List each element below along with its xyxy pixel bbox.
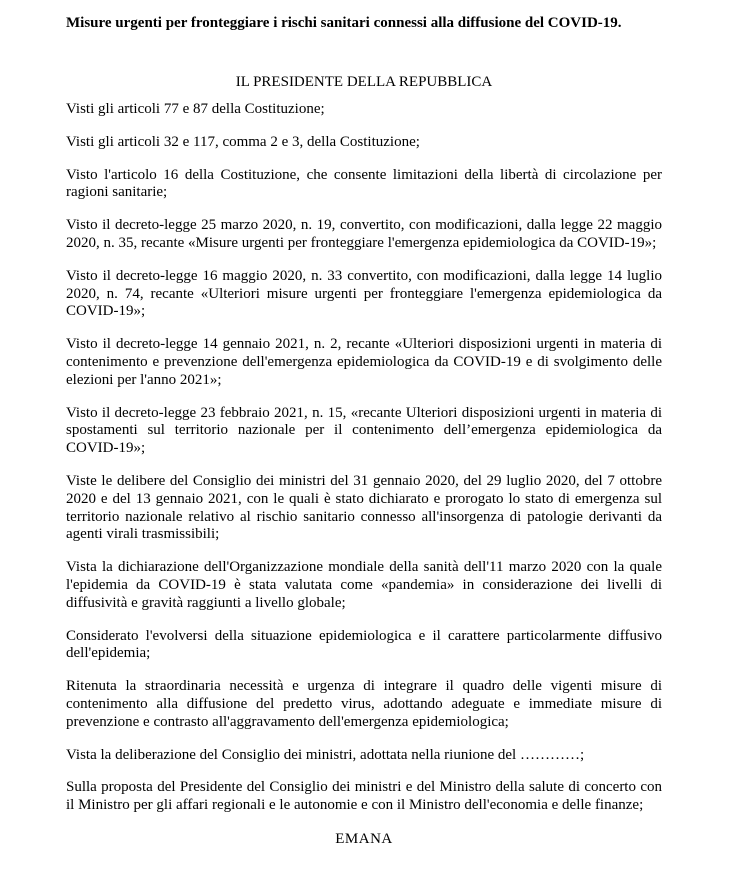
preamble-paragraph: Visto il decreto-legge 16 maggio 2020, n. 33 convertito, con modificazioni, dalla legge 14 luglio 2020, n. 74, recante «Ulteriori misure urgenti per fronteggiare l'emergenza epidemiologica da COVID-19»; — [66, 267, 662, 320]
preamble-paragraph: Considerato l'evolversi della situazione epidemiologica e il carattere particolarmente diffusivo dell'epidemia; — [66, 627, 662, 662]
preamble-paragraph: Visti gli articoli 32 e 117, comma 2 e 3, della Costituzione; — [66, 133, 420, 150]
preamble-paragraph: Sulla proposta del Presidente del Consiglio dei ministri e del Ministro della salute di concerto con il Ministro per gli affari regionali e le autonomie e con il Ministro dell'economia e delle finanze; — [66, 779, 662, 814]
preamble-paragraph: Visto il decreto-legge 23 febbraio 2021, n. 15, «recante Ulteriori disposizioni urgenti in materia di spostamenti sul territorio nazionale per il contenimento dell’emergenza epidemiologica da COVID-19»; — [66, 404, 662, 457]
preamble-paragraph: Vista la deliberazione del Consiglio dei ministri, adottata nella riunione del …………; — [66, 746, 585, 763]
enacting-formula: EMANA — [335, 830, 393, 847]
preamble-paragraph: Ritenuta la straordinaria necessità e urgenza di integrare il quadro delle vigenti misure di contenimento alla diffusione del predetto virus, adottando adeguate e immediate misure di prevenzione e contrasto all'aggravamento dell'emergenza epidemiologica; — [66, 678, 662, 730]
preamble — [66, 101, 662, 815]
document-page — [66, 14, 662, 848]
issuing-authority: IL PRESIDENTE DELLA REPUBBLICA — [235, 74, 493, 90]
preamble-paragraph: Viste le delibere del Consiglio dei ministri del 31 gennaio 2020, del 29 luglio 2020, del 7 ottobre 2020 e del 13 gennaio 2021, con le quali è stato dichiarato e prorogato lo stato di emergenza sul territorio nazionale relativo al rischio sanitario connesso all'insorgenza di patologie derivanti da agenti virali trasmissibili; — [66, 472, 662, 543]
preamble-paragraph: Visto il decreto-legge 14 gennaio 2021, n. 2, recante «Ulteriori disposizioni urgenti in materia di contenimento e prevenzione dell'emergenza epidemiologica da COVID-19 e di svolgimento delle elezioni per l'anno 2021»; — [66, 336, 662, 388]
preamble-paragraph: Visto il decreto-legge 25 marzo 2020, n. 19, convertito, con modificazioni, dalla legge 22 maggio 2020, n. 35, recante «Misure urgenti per fronteggiare l'emergenza epidemiologica da COVID-19»; — [66, 217, 662, 251]
preamble-paragraph: Visti gli articoli 77 e 87 della Costituzione; — [66, 101, 325, 117]
preamble-paragraph: Visto l'articolo 16 della Costituzione, che consente limitazioni della libertà di circolazione per ragioni sanitarie; — [66, 166, 662, 201]
preamble-paragraph: Vista la dichiarazione dell'Organizzazione mondiale della sanità dell'11 marzo 2020 con la quale l'epidemia da COVID-19 è stata valutata come «pandemia» in considerazione dei livelli di diffusività e gravità raggiunti a livello globale; — [66, 559, 662, 611]
document-title: Misure urgenti per fronteggiare i rischi sanitari connessi alla diffusione del COVID-19. — [66, 15, 622, 31]
